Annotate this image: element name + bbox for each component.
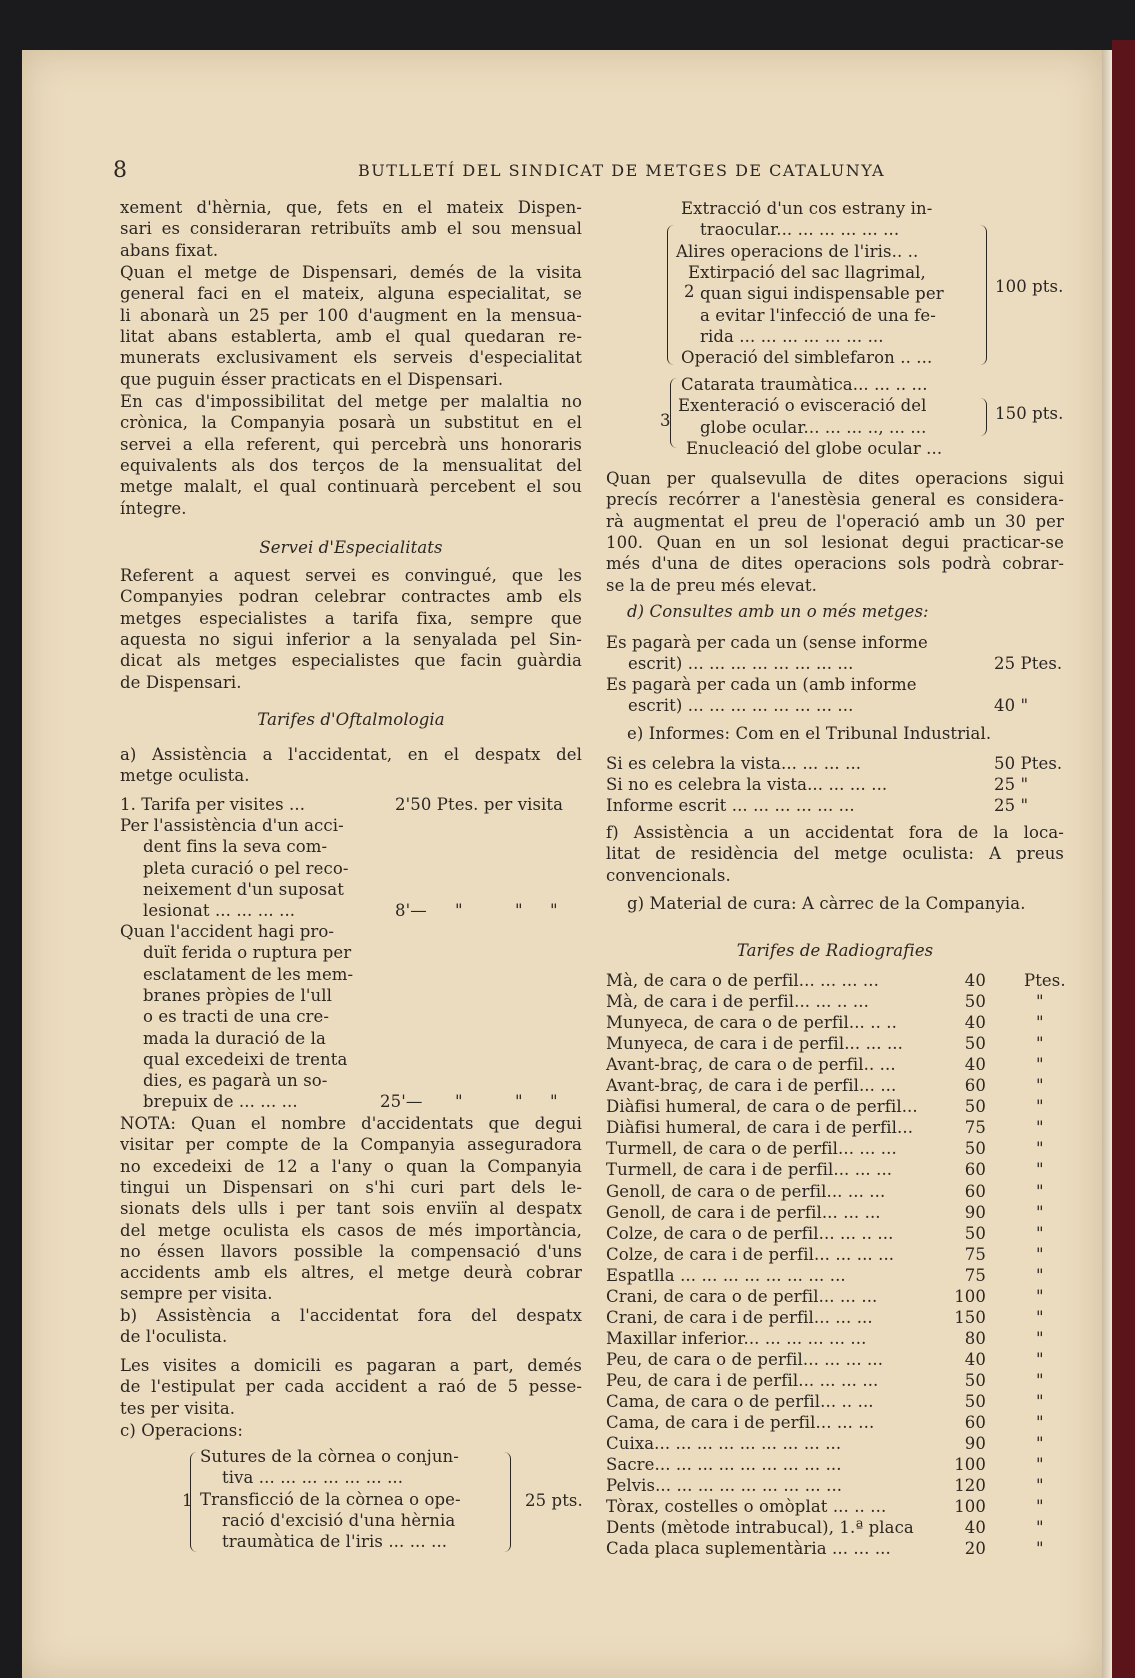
tariff-line: dies, es pagarà un so- bbox=[143, 1071, 328, 1091]
radiograph-price: 80 bbox=[964, 1328, 986, 1348]
operation-number: 1 bbox=[182, 1491, 193, 1510]
radiograph-unit: " bbox=[1036, 1118, 1044, 1138]
operation-line: Catarata traumàtica... ... .. ... bbox=[681, 375, 928, 394]
fee-line: Si es celebra la vista... ... ... ... bbox=[606, 754, 862, 773]
tariff-line: 1. Tarifa per visites ... bbox=[120, 795, 306, 814]
paragraph: de l'estipulat per cada accident a raó de 5 pesse- bbox=[120, 1377, 582, 1397]
brace bbox=[980, 398, 987, 436]
radiograph-item: Mà, de cara o de perfil... ... ... ... bbox=[606, 971, 879, 990]
radiograph-item: Cama, de cara o de perfil... .. ... bbox=[606, 1392, 874, 1411]
tariff-line: duït ferida o ruptura per bbox=[143, 943, 352, 963]
section-heading: Tarifes de Radiografies bbox=[736, 941, 934, 960]
brace bbox=[667, 225, 674, 365]
radiograph-price: 40 bbox=[964, 1055, 986, 1075]
subsection-title: c) Operacions: bbox=[120, 1421, 244, 1440]
paragraph: Quan per qualsevulla de dites operacions sigui bbox=[606, 469, 1064, 488]
radiograph-price: 75 bbox=[964, 1244, 986, 1264]
radiograph-price: 90 bbox=[964, 1434, 986, 1454]
radiograph-item: Avant-braç, de cara i de perfil... ... bbox=[606, 1076, 897, 1096]
radiograph-unit: " bbox=[1036, 1034, 1044, 1054]
fee-line: Informe escrit ... ... ... ... ... ... bbox=[606, 796, 855, 815]
operation-line: quan sigui indispensable per bbox=[700, 284, 944, 304]
radiograph-unit: " bbox=[1036, 1202, 1044, 1222]
fee-line: escrit) ... ... ... ... ... ... ... ... bbox=[628, 654, 854, 673]
radiograph-price: 75 bbox=[964, 1265, 986, 1285]
paragraph: Referent a aquest servei es convingué, que les bbox=[120, 566, 582, 585]
tariff-line: brepuix de ... ... ... bbox=[143, 1092, 298, 1112]
paragraph: convencionals. bbox=[606, 865, 731, 885]
tariff-line: pleta curació o pel reco- bbox=[143, 858, 349, 878]
operation-line: tiva ... ... ... ... ... ... ... bbox=[222, 1468, 404, 1488]
radiograph-price: 50 bbox=[964, 1392, 986, 1411]
radiograph-price: 20 bbox=[964, 1539, 986, 1559]
radiograph-unit: " bbox=[1036, 1413, 1044, 1433]
fee-line: escrit) ... ... ... ... ... ... ... ... bbox=[628, 696, 854, 715]
radiograph-item: Avant-braç, de cara o de perfil.. ... bbox=[606, 1055, 896, 1075]
paragraph: f) Assistència a un accidentat fora de la loca- bbox=[606, 823, 1064, 842]
subsection-title: de l'oculista. bbox=[120, 1327, 228, 1347]
radiograph-unit: " bbox=[1036, 1539, 1044, 1559]
tariff-line: lesionat ... ... ... ... bbox=[143, 901, 296, 921]
note: visitar per compte de la Companyia asseguradora bbox=[120, 1135, 582, 1155]
tariff-line: esclatament de les mem- bbox=[143, 964, 354, 984]
paragraph: que puguin ésser practicats en el Dispensari. bbox=[120, 369, 504, 389]
operation-line: Sutures de la còrnea o conjun- bbox=[200, 1447, 459, 1466]
subsection-title: d) Consultes amb un o més metges: bbox=[627, 602, 929, 621]
radiograph-unit: " bbox=[1036, 1286, 1044, 1306]
radiograph-unit: " bbox=[1036, 1370, 1044, 1390]
operation-line: Operació del simblefaron .. ... bbox=[681, 348, 933, 368]
paragraph: metge malalt, el qual continuarà percebent el sou bbox=[120, 477, 582, 497]
radiograph-item: Mà, de cara i de perfil... ... .. ... bbox=[606, 992, 869, 1012]
operation-line: a evitar l'infecció de una fe- bbox=[700, 305, 936, 325]
radiograph-unit: " bbox=[1036, 1076, 1044, 1096]
operation-line: traocular... ... ... ... ... ... bbox=[700, 220, 900, 240]
paragraph: litat de residència del metge oculista: A preus bbox=[606, 844, 1064, 864]
tariff-line: Per l'assistència d'un acci- bbox=[120, 816, 344, 835]
paragraph: se la de preu més elevat. bbox=[606, 575, 817, 595]
tariff-value: 2'50 Ptes. per visita bbox=[395, 795, 564, 814]
tariff-line: neixement d'un suposat bbox=[143, 879, 344, 899]
radiograph-price: 60 bbox=[964, 1076, 986, 1096]
subsection-title: g) Material de cura: A càrrec de la Companyia. bbox=[627, 894, 1026, 913]
brace bbox=[190, 1452, 197, 1552]
radiograph-item: Espatlla ... ... ... ... ... ... ... ... bbox=[606, 1265, 846, 1285]
note: no éssen llavors possible la compensació d'uns bbox=[120, 1241, 582, 1261]
radiograph-item: Crani, de cara o de perfil... ... ... bbox=[606, 1286, 878, 1306]
radiograph-price: 150 bbox=[954, 1307, 986, 1327]
paragraph: munerats exclusivament els serveis d'especialitat bbox=[120, 348, 582, 368]
brace bbox=[670, 378, 677, 448]
radiograph-price: 40 bbox=[964, 1013, 986, 1033]
radiograph-item: Munyeca, de cara i de perfil... ... ... bbox=[606, 1034, 903, 1054]
paragraph: precís recórrer a l'anestèsia general es considera- bbox=[606, 490, 1064, 510]
operation-number: 3 bbox=[660, 411, 671, 430]
tariff-line: mada la duració de la bbox=[143, 1028, 326, 1048]
ditto-mark: " bbox=[550, 901, 558, 920]
radiograph-unit: " bbox=[1036, 1223, 1044, 1243]
paragraph: de Dispensari. bbox=[120, 672, 242, 692]
binding-edge bbox=[1112, 40, 1135, 1678]
operation-price: 100 pts. bbox=[995, 277, 1064, 296]
radiograph-item: Peu, de cara i de perfil... ... ... ... bbox=[606, 1370, 879, 1390]
operation-line: Alires operacions de l'iris.. .. bbox=[676, 241, 919, 261]
ditto-mark: " bbox=[515, 1092, 523, 1111]
paragraph: equivalents als dos terços de la mensualitat del bbox=[120, 455, 582, 475]
subsection-title: e) Informes: Com en el Tribunal Industrial. bbox=[627, 724, 992, 743]
tariff-line: dent fins la seva com- bbox=[143, 837, 328, 857]
operation-line: rida ... ... ... ... ... ... ... bbox=[700, 326, 884, 346]
page-edge bbox=[1102, 50, 1112, 1678]
radiograph-item: Peu, de cara o de perfil... ... ... ... bbox=[606, 1349, 884, 1369]
radiograph-item: Cuixa... ... ... ... ... ... ... ... ... bbox=[606, 1434, 842, 1454]
radiograph-unit: " bbox=[1036, 1349, 1044, 1369]
radiograph-unit: " bbox=[1036, 1139, 1044, 1159]
radiograph-unit: " bbox=[1036, 1265, 1044, 1285]
ditto-mark: " bbox=[515, 901, 523, 920]
fee-line: Es pagarà per cada un (sense informe bbox=[606, 633, 928, 652]
paragraph: metges especialistes a tarifa fixa, sempre que bbox=[120, 608, 582, 628]
fee-value: 50 Ptes. bbox=[994, 754, 1063, 773]
radiograph-price: 60 bbox=[964, 1413, 986, 1433]
paragraph: Les visites a domicili es pagaran a part, demés bbox=[120, 1356, 582, 1375]
paragraph: Companyies podran celebrar contractes amb els bbox=[120, 587, 582, 607]
fee-value: 25 " bbox=[994, 796, 1029, 815]
radiograph-unit: " bbox=[1036, 1097, 1044, 1117]
operation-line: Transficció de la còrnea o ope- bbox=[200, 1489, 461, 1509]
tariff-line: o es tracti de una cre- bbox=[143, 1007, 330, 1027]
tariff-line: branes pròpies de l'ull bbox=[143, 985, 332, 1005]
radiograph-price: 75 bbox=[964, 1118, 986, 1138]
operation-line: globe ocular... ... ... .., ... ... bbox=[700, 417, 927, 437]
tariff-value: 8'— bbox=[395, 901, 427, 920]
fee-value: 25 " bbox=[994, 775, 1029, 794]
note: accidents amb els altres, el metge deurà cobrar bbox=[120, 1263, 582, 1283]
operation-line: Exenteració o evisceració del bbox=[678, 396, 927, 416]
radiograph-price: 50 bbox=[964, 1139, 986, 1159]
section-heading: Tarifes d'Oftalmologia bbox=[257, 710, 445, 729]
radiograph-price: 40 bbox=[964, 1349, 986, 1369]
operation-number: 2 bbox=[684, 282, 695, 301]
tariff-value: 25'— bbox=[380, 1092, 423, 1111]
radiograph-unit: " bbox=[1036, 1013, 1044, 1033]
fee-line: Si no es celebra la vista... ... ... ... bbox=[606, 775, 888, 794]
radiograph-item: Genoll, de cara i de perfil... ... ... bbox=[606, 1202, 881, 1222]
radiograph-unit: " bbox=[1036, 1160, 1044, 1180]
radiograph-price: 90 bbox=[964, 1202, 986, 1222]
paragraph: més d'una de dites operacions sols podrà cobrar- bbox=[606, 554, 1064, 574]
operation-line: ració d'excisió d'una hèrnia bbox=[222, 1510, 456, 1530]
operation-line: Enucleació del globe ocular ... bbox=[686, 438, 943, 458]
radiograph-unit: " bbox=[1036, 1497, 1044, 1517]
radiograph-unit: " bbox=[1036, 1181, 1044, 1201]
radiograph-unit: " bbox=[1036, 1455, 1044, 1475]
paragraph: aquesta no sigui inferior a la senyalada pel Sin- bbox=[120, 629, 582, 649]
radiograph-price: 100 bbox=[954, 1286, 986, 1306]
operation-line: traumàtica de l'iris ... ... ... bbox=[222, 1532, 448, 1552]
radiograph-price: 100 bbox=[954, 1455, 986, 1475]
radiograph-item: Colze, de cara o de perfil... ... .. ... bbox=[606, 1223, 894, 1243]
page-number: 8 bbox=[113, 158, 128, 183]
note: del metge oculista els casos de més importància, bbox=[120, 1220, 582, 1240]
radiograph-item: Munyeca, de cara o de perfil... .. .. bbox=[606, 1013, 897, 1033]
radiograph-unit: " bbox=[1036, 1307, 1044, 1327]
ditto-mark: " bbox=[455, 1092, 463, 1111]
radiograph-price: 40 bbox=[964, 971, 986, 990]
radiograph-item: Diàfisi humeral, de cara i de perfil... bbox=[606, 1118, 914, 1138]
radiograph-price: 60 bbox=[964, 1181, 986, 1201]
running-title: BUTLLETÍ DEL SINDICAT DE METGES DE CATALUNYA bbox=[358, 161, 886, 180]
paragraph: general faci en el mateix, alguna especialitat, se bbox=[120, 284, 582, 304]
tariff-line: qual excedeixi de trenta bbox=[143, 1049, 348, 1069]
fee-value: 40 " bbox=[994, 696, 1029, 715]
radiograph-item: Cada placa suplementària ... ... ... bbox=[606, 1539, 891, 1559]
paragraph: rà augmentat el preu de l'operació amb un 30 per bbox=[606, 511, 1064, 531]
operation-price: 25 pts. bbox=[525, 1491, 583, 1510]
brace bbox=[504, 1452, 511, 1552]
note: NOTA: Quan el nombre d'accidentats que degui bbox=[120, 1114, 582, 1133]
radiograph-unit: " bbox=[1036, 1476, 1044, 1496]
radiograph-item: Cama, de cara i de perfil... ... ... bbox=[606, 1413, 875, 1433]
radiograph-price: 50 bbox=[964, 1370, 986, 1390]
radiograph-item: Diàfisi humeral, de cara o de perfil... bbox=[606, 1097, 918, 1117]
radiograph-item: Turmell, de cara i de perfil... ... ... bbox=[606, 1160, 893, 1180]
paragraph: crònica, la Companyia posarà un substitut en el bbox=[120, 413, 582, 433]
radiograph-item: Maxillar inferior... ... ... ... ... ... bbox=[606, 1328, 867, 1348]
tariff-line: Quan l'accident hagi pro- bbox=[120, 922, 335, 941]
paragraph: 100. Quan en un sol lesionat degui practicar-se bbox=[606, 532, 1064, 552]
radiograph-price: 120 bbox=[954, 1476, 986, 1496]
radiograph-price: 40 bbox=[964, 1518, 986, 1538]
subsection-title: a) Assistència a l'accidentat, en el despatx del bbox=[120, 745, 582, 764]
radiograph-unit: " bbox=[1036, 1244, 1044, 1264]
radiograph-unit: " bbox=[1036, 1328, 1044, 1348]
section-heading: Servei d'Especialitats bbox=[259, 538, 443, 557]
radiograph-price: 50 bbox=[964, 1034, 986, 1054]
radiograph-item: Tòrax, costelles o omòplat ... .. ... bbox=[606, 1497, 887, 1517]
ditto-mark: " bbox=[550, 1092, 558, 1111]
paragraph: xement d'hèrnia, que, fets en el mateix Dispen- bbox=[120, 198, 582, 217]
fee-line: Es pagarà per cada un (amb informe bbox=[606, 675, 917, 694]
radiograph-item: Turmell, de cara o de perfil... ... ... bbox=[606, 1139, 897, 1159]
operation-line: Extirpació del sac llagrimal, bbox=[688, 262, 926, 282]
paragraph: tes per visita. bbox=[120, 1398, 236, 1418]
ditto-mark: " bbox=[455, 901, 463, 920]
operation-price: 150 pts. bbox=[995, 404, 1064, 423]
brace bbox=[980, 225, 987, 365]
radiograph-price: 50 bbox=[964, 992, 986, 1012]
radiograph-unit: " bbox=[1036, 1392, 1044, 1411]
radiograph-item: Genoll, de cara o de perfil... ... ... bbox=[606, 1181, 886, 1201]
paragraph: litat abans establerta, amb el qual quedaran re- bbox=[120, 326, 582, 346]
radiograph-item: Pelvis... ... ... ... ... ... ... ... ... bbox=[606, 1476, 843, 1496]
note: tingui un Dispensari on s'hi curi part dels le- bbox=[120, 1177, 582, 1197]
radiograph-price: 60 bbox=[964, 1160, 986, 1180]
paragraph: dicat als metges especialistes que facin guàrdia bbox=[120, 651, 582, 671]
paragraph: abans fixat. bbox=[120, 240, 219, 260]
radiograph-unit: " bbox=[1036, 992, 1044, 1012]
paragraph: li abonarà un 25 per 100 d'augment en la mensua- bbox=[120, 305, 582, 325]
radiograph-item: Colze, de cara i de perfil... ... ... ... bbox=[606, 1244, 895, 1264]
paragraph: sari es consideraran retribuïts amb el sou mensual bbox=[120, 219, 582, 239]
note: sionats dels ulls i per tant sois enviïn al despatx bbox=[120, 1199, 582, 1219]
radiograph-price: 50 bbox=[964, 1223, 986, 1243]
subsection-title: b) Assistència a l'accidentat fora del despatx bbox=[120, 1306, 582, 1325]
note: no excedeixi de 12 a l'any o quan la Companyia bbox=[120, 1156, 582, 1176]
fee-value: 25 Ptes. bbox=[994, 654, 1063, 673]
radiograph-item: Dents (mètode intrabucal), 1.ª placa bbox=[606, 1518, 914, 1538]
operation-line: Extracció d'un cos estrany in- bbox=[681, 199, 933, 218]
radiograph-unit: " bbox=[1036, 1434, 1044, 1454]
paragraph: servei a ella referent, qui percebrà uns honoraris bbox=[120, 434, 582, 454]
paragraph: Quan el metge de Dispensari, demés de la visita bbox=[120, 263, 582, 282]
radiograph-unit: Ptes. bbox=[1024, 971, 1066, 990]
paragraph: En cas d'impossibilitat del metge per malaltia no bbox=[120, 392, 582, 411]
subsection-title: metge oculista. bbox=[120, 766, 250, 786]
note: sempre per visita. bbox=[120, 1284, 273, 1304]
radiograph-price: 100 bbox=[954, 1497, 986, 1517]
radiograph-unit: " bbox=[1036, 1055, 1044, 1075]
radiograph-item: Sacre... ... ... ... ... ... ... ... ... bbox=[606, 1455, 842, 1475]
radiograph-price: 50 bbox=[964, 1097, 986, 1117]
paragraph: íntegre. bbox=[120, 498, 187, 518]
radiograph-item: Crani, de cara i de perfil... ... ... bbox=[606, 1307, 873, 1327]
radiograph-unit: " bbox=[1036, 1518, 1044, 1538]
